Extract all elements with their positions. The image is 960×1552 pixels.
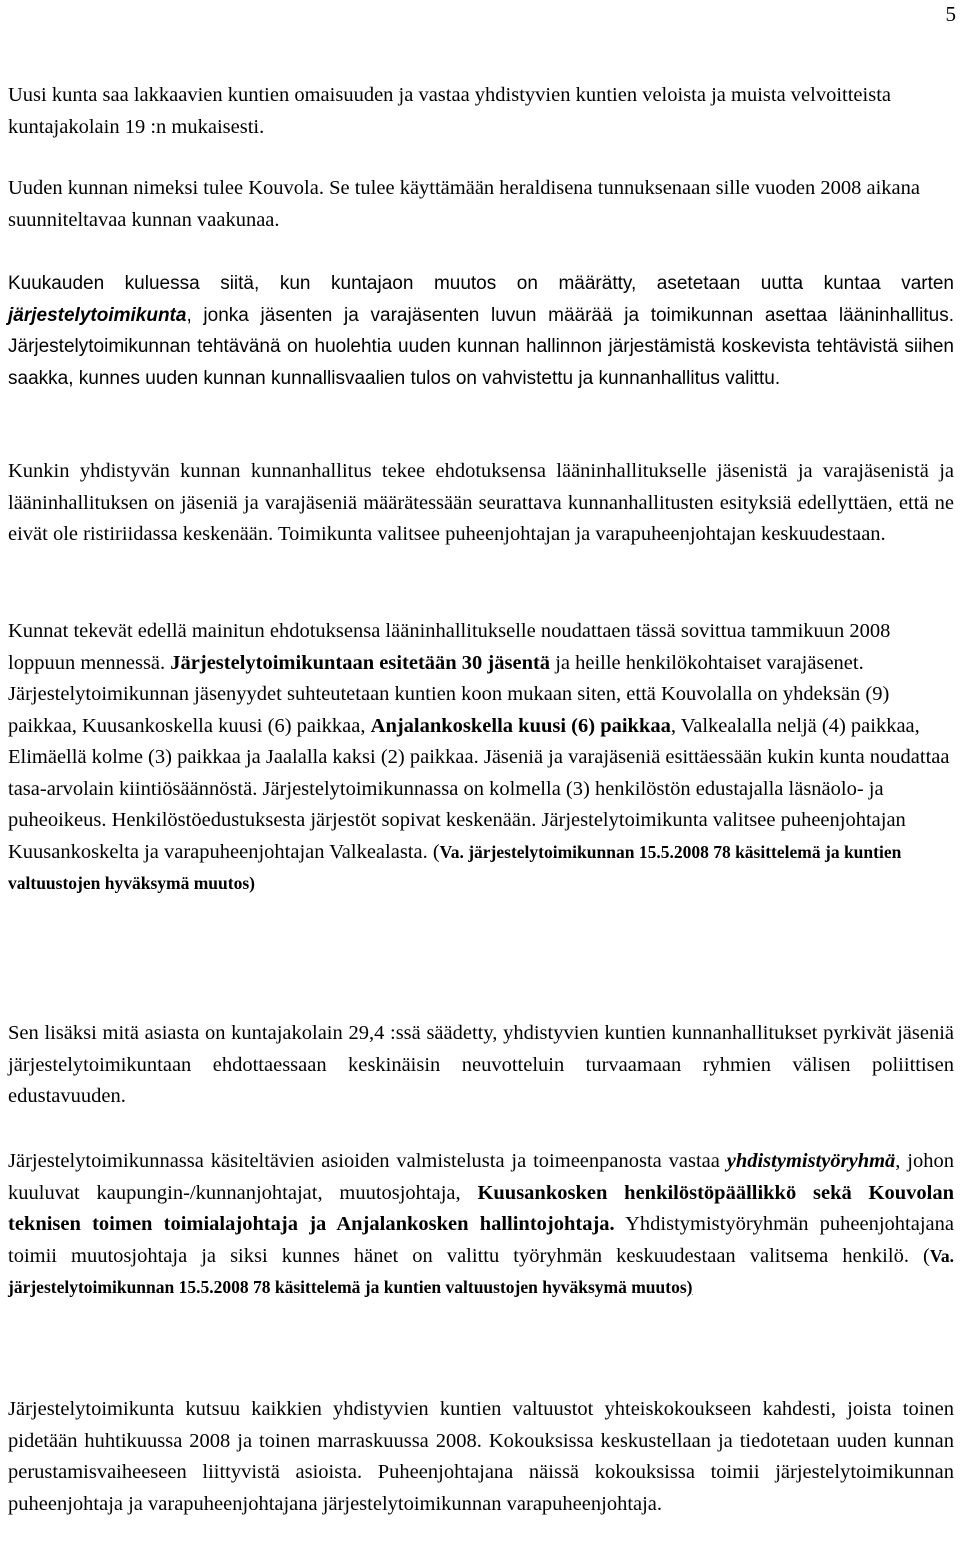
paragraph-3-text-a: Kuukauden kuluessa siitä, kun kuntajaon muutos on määrätty, asetetaan uutta kuntaa varten	[8, 273, 954, 294]
paragraph-5-text-a: Kunnat tekevät edellä mainitun ehdotuksensa lääninhallitukselle noudattaen tässä sovittua tammikuun 2008 loppuun mennessä.	[8, 620, 891, 674]
paragraph-5	[8, 616, 954, 900]
paragraph-7-text-a: Järjestelytoimikunnassa käsiteltävien asioiden valmistelusta ja toimeenpanosta vastaa	[8, 1150, 727, 1172]
paragraph-4: Kunkin yhdistyvän kunnan kunnanhallitus tekee ehdotuksensa lääninhallitukselle jäsenistä ja varajäsenistä ja lääninhallituksen on jäseniä ja varajäseniä määrätessään seurattava kunnanhallitusten esityksiä edellyttäen, että ne eivät ole ristiriidassa keskenään. Toimikunta valitsee puheenjohtajan ja varapuheenjohtajan keskuudestaan.	[8, 460, 954, 545]
paragraph-7-bold-members: Kuusankosken henkilöstöpäällikkö sekä Kouvolan teknisen toimen toimialajohtaja ja Anjalankosken hallintojohtaja.	[8, 1181, 954, 1235]
paragraph-5-bold-members: Järjestelytoimikuntaan esitetään 30 jäsentä	[170, 651, 551, 674]
paragraph-2: Uuden kunnan nimeksi tulee Kouvola. Se tulee käyttämään heraldisena tunnuksenaan sille vuoden 2008 aikana suunniteltavaa kunnan vaakunaa.	[8, 177, 920, 231]
paragraph-7-term: yhdistymistyöryhmä	[726, 1150, 896, 1172]
paragraph-5-text-e: , Valkealalla neljä (4) paikkaa, Elimäellä kolme (3) paikkaa ja Jaalalla kaksi (2) paikkaa. Jäseniä ja varajäseniä esittäessään kukin kunta noudattaa tasa-arvolain kiintiösäännöstä. Järjestelytoimikunnassa on kolmella (3) henkilöstön edustajalla läsnäolo- ja puheoikeus. Henkilöstöedustuksesta järjestöt sopivat keskenään. Järjestelytoimikunta valitsee puheenjohtajan Kuusankoskelta ja varapuheenjohtajan Valkealasta. (	[8, 714, 950, 863]
page-number: 5	[945, 2, 956, 26]
paragraph-5-bold-anjalankoski: Anjalankoskella kuusi (6) paikkaa	[370, 714, 671, 737]
paragraph-3-text-d: Järjestelytoimikunnan tehtävänä on huolehtia uuden kunnan hallinnon järjestämistä koskevista tehtävistä siihen saakka, kunnes uuden kunnan kunnallisvaalien tulos on vahvistettu ja kunnanhallitus valittu.	[8, 336, 954, 389]
paragraph-7-text-e: Yhdistymistyöryhmän puheenjohtajana toimii muutosjohtaja ja siksi kunnes hänet on valittu työryhmän keskuudestaan valitsema henkilö. (	[8, 1213, 954, 1267]
paragraph-1: Uusi kunta saa lakkaavien kuntien omaisuuden ja vastaa yhdistyvien kuntien veloista ja muista velvoitteista kuntajakolain 19 :n mukaisesti.	[8, 84, 892, 138]
paragraph-8: Järjestelytoimikunta kutsuu kaikkien yhdistyvien kuntien valtuustot yhteiskokoukseen kahdesti, joista toinen pidetään huhtikuussa 2008 ja toinen marraskuussa 2008. Kokouksissa keskustellaan ja tiedotetaan uuden kunnan perustamisvaiheeseen liittyvistä asioista. Puheenjohtajana näissä kokouksissa toimii järjestelytoimikunnan puheenjohtaja ja varapuheenjohtajana järjestelytoimikunnan varapuheenjohtaja.	[8, 1398, 954, 1515]
paragraph-7-text-c: , johon kuuluvat kaupungin-/kunnanjohtajat, muutosjohtaja,	[8, 1150, 954, 1204]
paragraph-7	[8, 1146, 954, 1304]
paragraph-6: Sen lisäksi mitä asiasta on kuntajakolain 29,4 :ssä säädetty, yhdistyvien kuntien kunnanhallitukset pyrkivät jäseniä järjestelytoimikuntaan ehdottaessaan keskinäisin neuvotteluin turvaamaan ryhmien välisen poliittisen edustavuuden.	[8, 1022, 954, 1107]
paragraph-3-text-c: , jonka jäsenten ja varajäsenten luvun määrää ja toimikunnan asettaa lääninhallitus.	[186, 304, 954, 326]
paragraph-3	[8, 268, 954, 394]
paragraph-7-amendment-note: Va. järjestelytoimikunnan 15.5.2008 78 käsittelemä ja kuntien valtuustojen hyväksymä muutos	[8, 1245, 954, 1297]
paragraph-3-term: järjestelytoimikunta	[8, 304, 187, 326]
paragraph-5-text-c: ja heille henkilökohtaiset varajäsenet. Järjestelytoimikunnan jäsenyydet suhteutetaan kuntien koon mukaan siten, että Kouvolalla on yhdeksän (9) paikkaa, Kuusankoskella kuusi (6) paikkaa,	[8, 651, 890, 737]
paragraph-7-closing-paren: )	[686, 1277, 693, 1297]
paragraph-5-amendment-note: Va. järjestelytoimikunnan 15.5.2008 78 käsittelemä ja kuntien valtuustojen hyväksymä muutos)	[8, 841, 902, 893]
